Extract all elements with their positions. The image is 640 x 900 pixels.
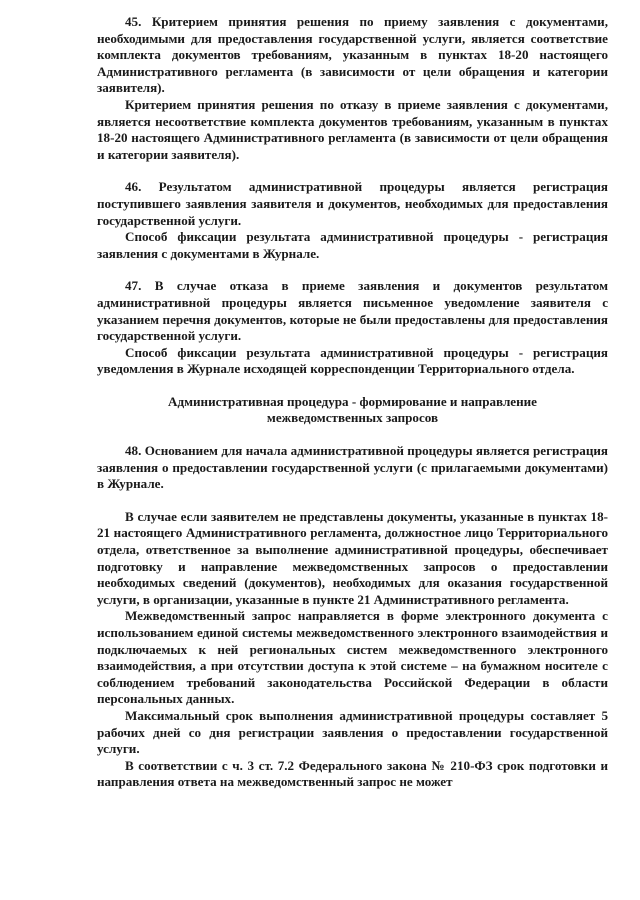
paragraph-48-max-term: Максимальный срок выполнения административной процедуры составляет 5 рабочих дней со дня регистрации заявления о предоставлении государственной услуги. <box>97 707 608 757</box>
paragraph-spacer <box>97 262 608 278</box>
paragraph-48-law-reference: В соответствии с ч. 3 ст. 7.2 Федерального закона № 210-ФЗ срок подготовки и направления ответа на межведомственный запрос не может <box>97 757 608 790</box>
paragraph-48-basis: 48. Основанием для начала административной процедуры является регистрация заявления о предоставлении государственной услуги (с прилагаемыми документами) в Журнале. <box>97 443 608 492</box>
paragraph-46-result: 46. Результатом административной процедуры является регистрация поступившего заявления заявителя и документов, необходимых для предоставления государственной услуги. <box>97 179 608 228</box>
section-heading: Административная процедура - формирование и направление межведомственных запросов <box>168 393 537 426</box>
paragraph-45-criterion-refuse: Критерием принятия решения по отказу в приеме заявления с документами, является несоответствие комплекта документов требованиям, указанным в пунктах 18-20 настоящего Административного регламента (в зависимости от цели обращения и категории заявителя). <box>97 96 608 162</box>
paragraph-46-fixation: Способ фиксации результата административной процедуры - регистрация заявления с документами в Журнале. <box>97 229 608 261</box>
paragraph-spacer <box>97 427 608 443</box>
paragraph-48-request-form: Межведомственный запрос направляется в форме электронного документа с использованием единой системы межведомственного электронного взаимодействия и подключаемых к ней региональных систем межведомственного электронного взаимодействия, а при отсутствии доступа к этой системе – на бумажном носителе с соблюдением требований законодательства Российской Федерации в области персональных данных. <box>97 608 608 707</box>
paragraph-47-refusal: 47. В случае отказа в приеме заявления и документов результатом административной процедуры является письменное уведомление заявителя с указанием перечня документов, которые не были предоставлены для предоставления государственной услуги. <box>97 278 608 344</box>
paragraph-spacer <box>97 378 608 394</box>
paragraph-spacer <box>97 163 608 179</box>
paragraph-47-fixation: Способ фиксации результата административной процедуры - регистрация уведомления в Журнале исходящей корреспонденции Территориального отдела. <box>97 344 608 377</box>
paragraph-48-requests: В случае если заявителем не представлены документы, указанные в пунктах 18-21 настоящего Административного регламента, должностное лицо Территориального отдела, ответственное за выполнение административной процедуры, обеспечивает подготовку и направление межведомственных запросов о предоставлении необходимых сведений (документов), необходимых для оказания государственной услуги, в организации, указанные в пункте 21 Административного регламента. <box>97 508 608 607</box>
paragraph-spacer <box>97 493 608 509</box>
paragraph-45-criterion-accept: 45. Критерием принятия решения по приему заявления с документами, необходимыми для предоставления государственной услуги, является соответствие комплекта документов требованиям, указанным в пунктах 18-20 настоящего Административного регламента (в зависимости от цели обращения и категории заявителя). <box>97 14 608 96</box>
